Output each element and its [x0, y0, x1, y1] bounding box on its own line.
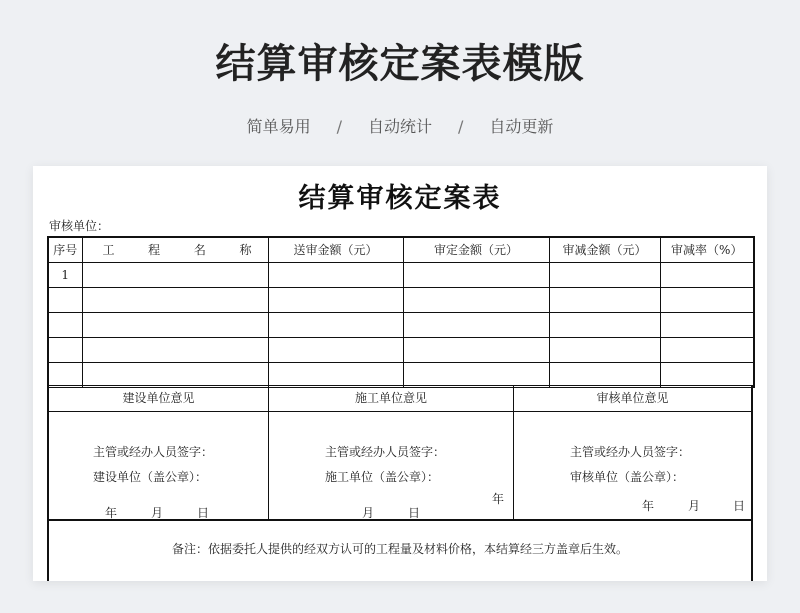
separator: /	[336, 117, 342, 136]
contractor-unit-heading: 施工单位意见	[269, 386, 513, 412]
cell-rate[interactable]	[660, 262, 754, 287]
date-month: 月	[362, 506, 375, 520]
cell-approved[interactable]	[403, 337, 549, 362]
cell-reduced[interactable]	[549, 287, 660, 312]
cell-name[interactable]	[82, 262, 268, 287]
cell-rate[interactable]	[660, 337, 754, 362]
date-month: 月	[688, 499, 701, 513]
contractor-unit-opinion	[269, 386, 514, 519]
audit-unit-label: 审核单位：	[49, 219, 110, 233]
seal-label: 施工单位（盖公章）：	[325, 470, 440, 484]
table-row	[48, 312, 754, 337]
document-sheet	[33, 166, 767, 581]
feature-tagline	[0, 114, 800, 137]
cell-name[interactable]	[82, 312, 268, 337]
cell-seq[interactable]	[48, 362, 82, 387]
cell-name[interactable]	[82, 362, 268, 387]
cell-seq[interactable]	[48, 312, 82, 337]
cell-rate[interactable]	[660, 312, 754, 337]
cell-reduced[interactable]	[549, 262, 660, 287]
col-name-header: 工 程 名 称	[82, 237, 268, 262]
cell-approved[interactable]	[403, 287, 549, 312]
date-day: 日	[408, 506, 421, 520]
date-day: 日	[197, 506, 210, 520]
col-seq-header: 序号	[48, 237, 82, 262]
cell-approved[interactable]	[403, 362, 549, 387]
signer-label: 主管或经办人员签字：	[93, 445, 214, 459]
cell-submitted[interactable]	[268, 362, 403, 387]
feature-easy: 简单易用	[246, 117, 311, 136]
feature-auto-update: 自动更新	[489, 117, 554, 136]
signer-label: 主管或经办人员签字：	[325, 445, 446, 459]
cell-submitted[interactable]	[268, 312, 403, 337]
construction-unit-heading: 建设单位意见	[49, 386, 268, 412]
seal-label: 建设单位（盖公章）：	[93, 470, 208, 484]
table-row	[48, 262, 754, 287]
col-approved-header: 审定金额（元）	[403, 237, 549, 262]
cell-reduced[interactable]	[549, 362, 660, 387]
date-year: 年	[642, 499, 655, 513]
date-day: 日	[733, 499, 746, 513]
table-row	[48, 337, 754, 362]
document-title: 结算审核定案表	[298, 183, 502, 214]
cell-seq[interactable]	[48, 287, 82, 312]
seal-label: 审核单位（盖公章）：	[570, 470, 685, 484]
construction-unit-opinion	[49, 386, 269, 519]
cell-seq[interactable]: 1	[48, 262, 82, 287]
cell-rate[interactable]	[660, 287, 754, 312]
cell-seq[interactable]	[48, 337, 82, 362]
cell-name[interactable]	[82, 287, 268, 312]
audit-unit-heading: 审核单位意见	[514, 386, 751, 412]
settlement-table	[47, 236, 755, 388]
table-row	[48, 287, 754, 312]
col-rate-header: 审减率（%）	[660, 237, 754, 262]
cell-submitted[interactable]	[268, 287, 403, 312]
col-submitted-header: 送审金额（元）	[268, 237, 403, 262]
cell-approved[interactable]	[403, 312, 549, 337]
cell-submitted[interactable]	[268, 337, 403, 362]
cell-submitted[interactable]	[268, 262, 403, 287]
cell-name[interactable]	[82, 337, 268, 362]
date-month: 月	[151, 506, 164, 520]
cell-approved[interactable]	[403, 262, 549, 287]
cell-reduced[interactable]	[549, 337, 660, 362]
date-year: 年	[105, 506, 118, 520]
feature-auto-stats: 自动统计	[367, 117, 432, 136]
audit-unit-opinion	[514, 386, 751, 519]
opinion-section	[47, 385, 753, 521]
remarks: 备注：依据委托人提供的经双方认可的工程量及材料价格，本结算经三方盖章后生效。	[47, 521, 753, 581]
table-row	[48, 362, 754, 387]
col-reduced-header: 审减金额（元）	[549, 237, 660, 262]
cell-rate[interactable]	[660, 362, 754, 387]
page-title: 结算审核定案表模版	[215, 41, 585, 87]
date-year: 年	[492, 492, 505, 506]
signer-label: 主管或经办人员签字：	[570, 445, 691, 459]
table-header-row	[48, 237, 754, 262]
separator: /	[458, 117, 464, 136]
cell-reduced[interactable]	[549, 312, 660, 337]
